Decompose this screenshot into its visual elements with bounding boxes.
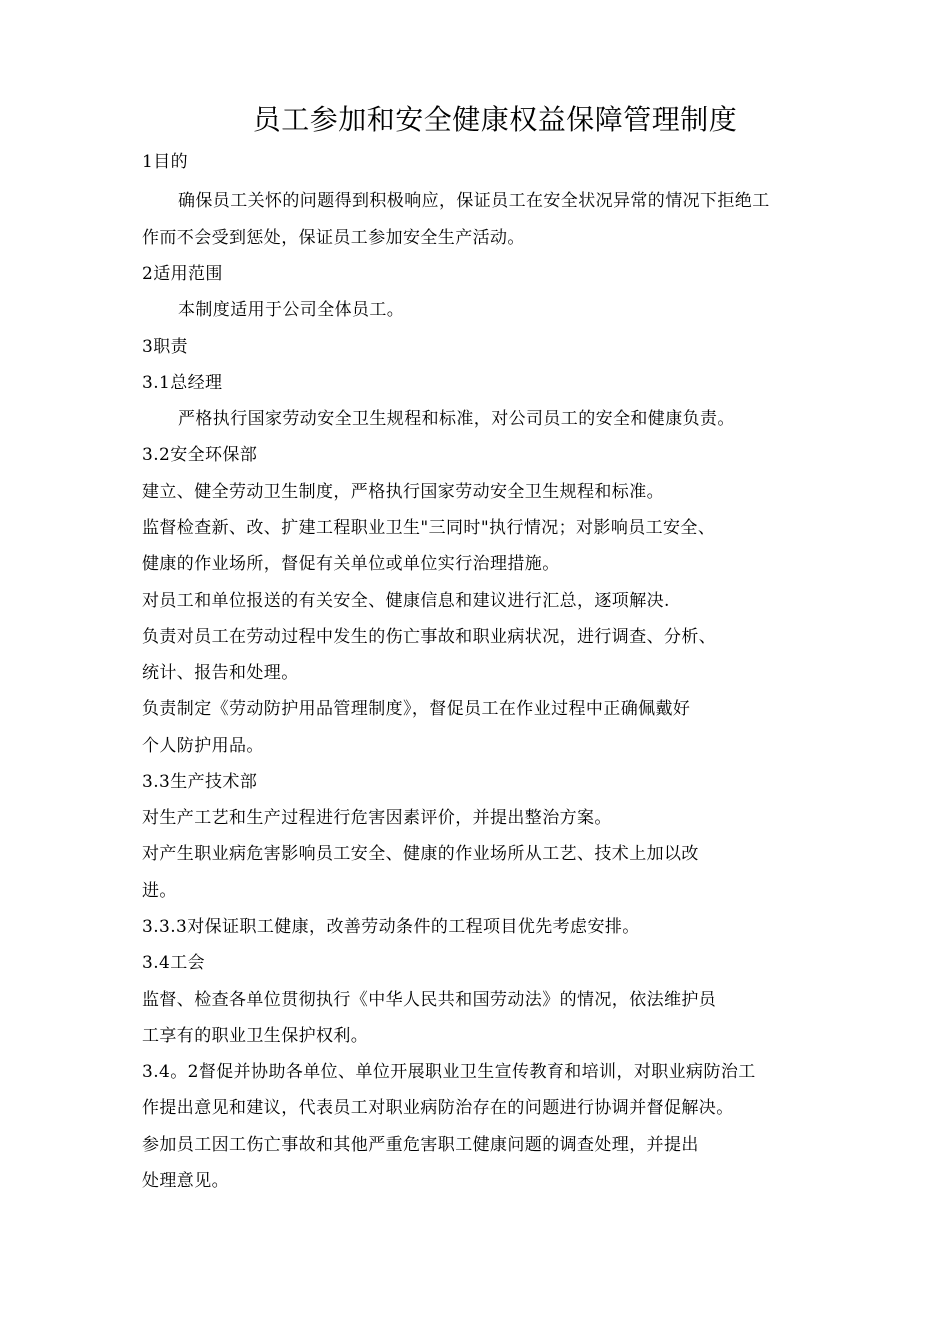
paragraph-line: 严格执行国家劳动安全卫生规程和标准，对公司员工的安全和健康负责。 (178, 409, 735, 429)
paragraph-line: 对产生职业病危害影响员工安全、健康的作业场所从工艺、技术上加以改 (142, 844, 699, 864)
paragraph-line: 对员工和单位报送的有关安全、健康信息和建议进行汇总，逐项解决. (142, 591, 670, 611)
paragraph-line: 3.3.3对保证职工健康，改善劳动条件的工程项目优先考虑安排。 (142, 917, 640, 937)
paragraph-line: 处理意见。 (142, 1171, 229, 1191)
section-heading-purpose: 1目的 (142, 152, 189, 172)
paragraph-line: 3.4。2督促并协助各单位、单位开展职业卫生宣传教育和培训，对职业病防治工 (142, 1062, 756, 1082)
paragraph-line: 负责对员工在劳动过程中发生的伤亡事故和职业病状况，进行调查、分析、 (142, 627, 717, 647)
paragraph-line: 参加员工因工伤亡事故和其他严重危害职工健康问题的调查处理，并提出 (142, 1135, 699, 1155)
paragraph-line: 监督、检查各单位贯彻执行《中华人民共和国劳动法》的情况，依法维护员 (142, 990, 717, 1010)
subsection-heading: 3.2安全环保部 (142, 445, 258, 465)
document-title: 员工参加和安全健康权益保障管理制度 (252, 103, 738, 136)
paragraph-line: 作提出意见和建议，代表员工对职业病防治存在的问题进行协调并督促解决。 (142, 1098, 734, 1118)
paragraph-line: 确保员工关怀的问题得到积极响应，保证员工在安全状况异常的情况下拒绝工 (178, 191, 770, 211)
subsection-heading: 3.4工会 (142, 953, 206, 973)
paragraph-line: 进。 (142, 881, 177, 901)
paragraph-line: 负责制定《劳动防护用品管理制度》，督促员工在作业过程中正确佩戴好 (142, 699, 691, 719)
paragraph-line: 监督检查新、改、扩建工程职业卫生"三同时"执行情况；对影响员工安全、 (142, 518, 716, 538)
paragraph-line: 个人防护用品。 (142, 736, 264, 756)
paragraph-line: 工享有的职业卫生保护权利。 (142, 1026, 369, 1046)
section-heading-scope: 2适用范围 (142, 264, 223, 284)
paragraph-line: 统计、报告和处理。 (142, 663, 299, 683)
subsection-heading: 3.3生产技术部 (142, 772, 258, 792)
paragraph-line: 对生产工艺和生产过程进行危害因素评价，并提出整治方案。 (142, 808, 612, 828)
section-heading-responsibilities: 3职责 (142, 337, 189, 357)
paragraph-line: 建立、健全劳动卫生制度，严格执行国家劳动安全卫生规程和标准。 (142, 482, 664, 502)
paragraph-line: 作而不会受到惩处，保证员工参加安全生产活动。 (142, 228, 525, 248)
subsection-heading: 3.1总经理 (142, 373, 223, 393)
paragraph-line: 健康的作业场所，督促有关单位或单位实行治理措施。 (142, 554, 560, 574)
paragraph-line: 本制度适用于公司全体员工。 (178, 300, 405, 320)
